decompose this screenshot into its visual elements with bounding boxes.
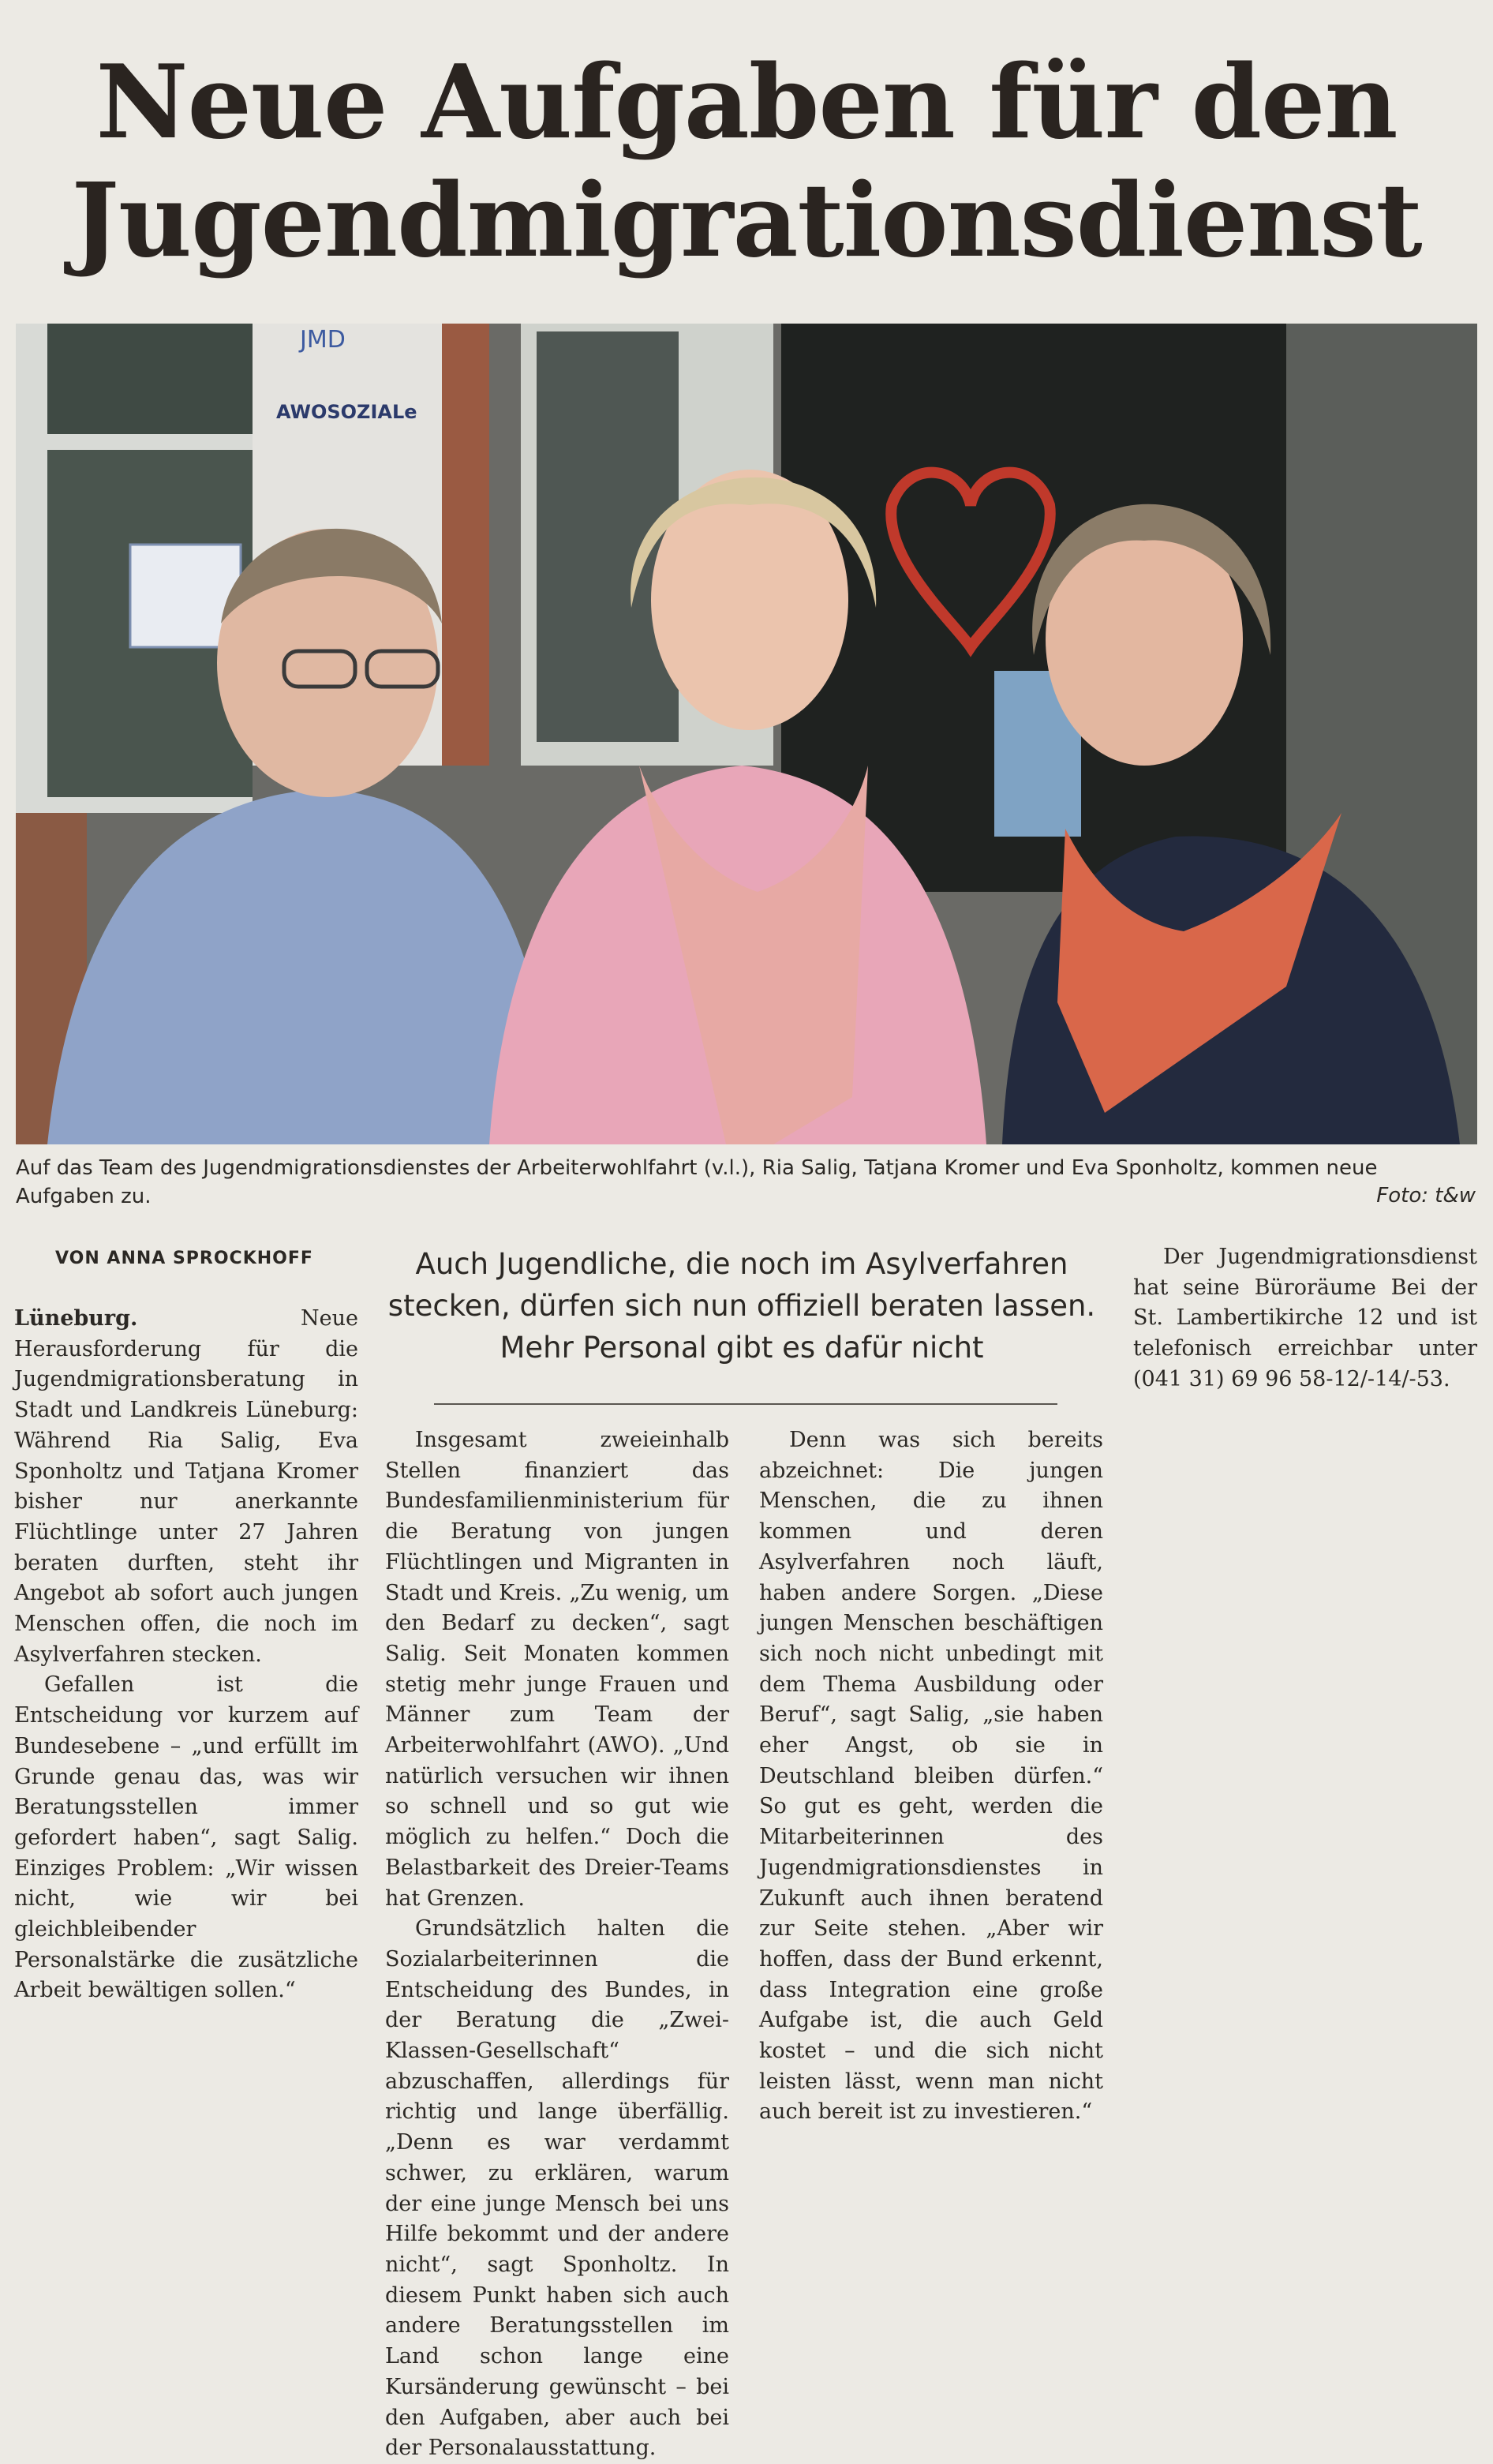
article-column-1: [14, 1304, 358, 2006]
teaser-subheadline: Auch Jugendliche, die noch im Asylverfahren stecken, dürfen sich nun offiziell beraten lassen. Mehr Personal gibt es dafür nicht: [387, 1247, 1096, 1365]
article-column-3: [759, 1425, 1103, 2128]
photo-credit: Foto: t&w: [1376, 1184, 1476, 1208]
article-paragraph-1: [14, 1304, 358, 1670]
headline-line-1: Neue Aufgaben für den: [95, 43, 1398, 162]
byline: VON ANNA SPROCKHOFF: [55, 1249, 313, 1268]
team-photo-illustration: [16, 324, 1477, 1144]
article-paragraph-5: Denn was sich bereits abzeichnet: Die jungen Menschen, die zu ihnen kommen und deren Asylverfahren noch läuft, haben andere Sorgen. „Diese jungen Menschen beschäftigen sich noch nicht unbedingt mit dem Thema Ausbildung oder Beruf“, sagt Salig, „sie haben eher Angst, ob sie in Deutschland bleiben dürfen.“ So gut es geht, werden die Mitarbeiterinnen des Jugendmigrationsdienstes in Zukunft auch ihnen beratend zur Seite stehen. „Aber wir hoffen, dass der Bund erkennt, dass Integration eine große Aufgabe ist, die auch Geld kostet – und die sich nicht leisten lässt, wenn man nicht auch bereit ist zu investieren.“: [759, 1428, 1103, 2125]
team-photo: [16, 324, 1477, 1144]
photo-caption: Auf das Team des Jugendmigrationsdienstes der Arbeiterwohlfahrt (v.l.), Ria Salig, Tatjana Kromer und Eva Sponholtz, kommen neue Aufgaben zu.: [16, 1156, 1378, 1208]
awo-sign-text: AWOSOZIALe: [276, 401, 417, 423]
article-paragraph-4: Grundsätzlich halten die Sozialarbeiterinnen die Entscheidung des Bundes, in der Beratung die „Zwei-Klassen-Gesellschaft“ abzuschaffen, allerdings für richtig und lange überfällig. „Denn es war verdammt schwer, zu erklären, warum der eine junge Mensch bei uns Hilfe bekommt und der andere nicht“, sagt Sponholtz. In diesem Punkt haben sich auch andere Beratungsstellen im Land schon lange eine Kursänderung gewünscht – bei den Aufgaben, aber auch bei der Personalausstattung.: [385, 1916, 729, 2461]
article-paragraph-2: Gefallen ist die Entscheidung vor kurzem auf Bundesebene – „und erfüllt im Grunde genau das, was wir Beratungsstellen immer gefordert haben“, sagt Salig. Einziges Problem: „Wir wissen nicht, wie wir bei gleichbleibender Personalstärke die zusätzliche Arbeit bewältigen sollen.“: [14, 1672, 358, 2003]
article-column-4: [1133, 1242, 1477, 1395]
article-paragraph-1-text: Neue Herausforderung für die Jugendmigrationsberatung in Stadt und Landkreis Lüneburg: Während Ria Salig, Eva Sponholtz und Tatjana Kromer bisher nur anerkannte Flüchtlinge unter 27 Jahren beraten durften, steht ihr Angebot ab sofort auch jungen Menschen offen, die noch im Asylverfahren stecken.: [14, 1306, 358, 1667]
teaser-divider: [434, 1403, 1057, 1405]
headline-line-2: Jugendmigrationsdienst: [71, 162, 1422, 280]
headline: [32, 43, 1461, 280]
jmd-sign-text: JMD: [300, 326, 346, 354]
article-paragraph-6: Der Jugendmigrationsdienst hat seine Büroräume Bei der St. Lambertikirche 12 und ist telefonisch erreichbar unter (041 31) 69 96 58-12/-14/-53.: [1133, 1245, 1477, 1391]
article-paragraph-3: Insgesamt zweieinhalb Stellen finanziert das Bundesfamilienministerium für die Beratung von jungen Flüchtlingen und Migranten in Stadt und Kreis. „Zu wenig, um den Bedarf zu decken“, sagt Salig. Seit Monaten kommen stetig mehr junge Frauen und Männer zum Team der Arbeiterwohlfahrt (AWO). „Und natürlich versuchen wir ihnen so schnell und so gut wie möglich zu helfen.“ Doch die Belastbarkeit des Dreier-Teams hat Grenzen.: [385, 1428, 729, 1911]
article-column-2: [385, 1425, 729, 2464]
dateline-place: Lüneburg.: [14, 1306, 138, 1331]
